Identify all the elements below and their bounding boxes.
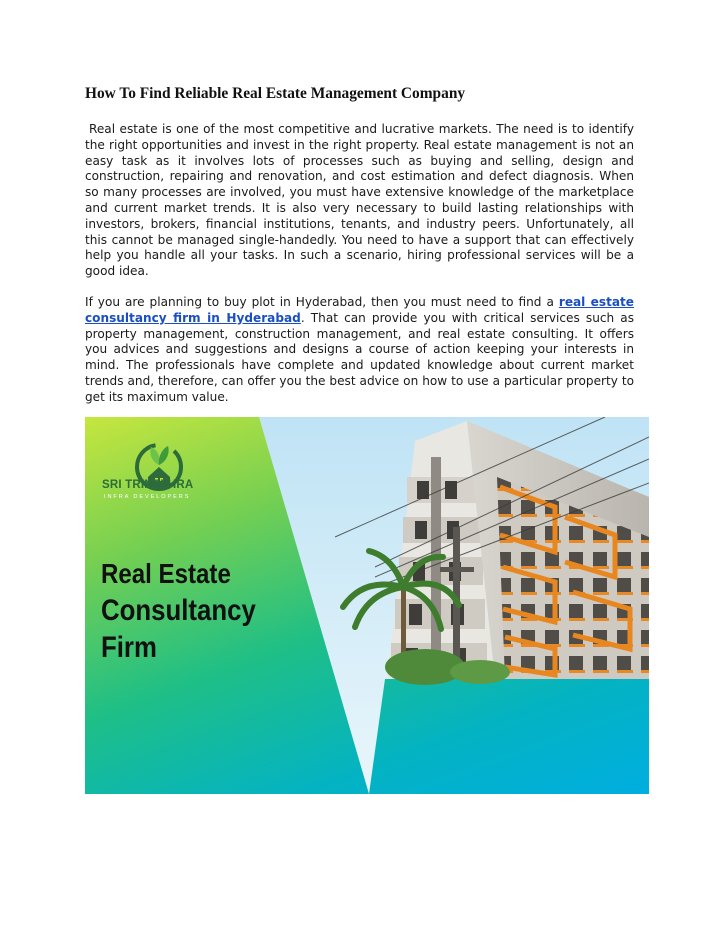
headline-line-2: Consultancy — [101, 594, 256, 627]
headline-line-1: Real Estate — [101, 558, 231, 589]
article-paragraph-2 — [85, 295, 634, 406]
consultancy-firm-link[interactable]: real estate consultancy firm in Hyderabad — [85, 295, 635, 325]
logo-company-name: SRI TRINETHRA — [102, 479, 194, 491]
article-paragraph-1: Real estate is one of the most competitive and lucrative markets. The need is to identify the right opportunities and invest in the right property. Real estate management is not an easy task as it involves lots of processes such as buying and selling, design and construction, repairing and renovation, and cost estimation and defect diagnosis. When so many processes are involved, you must have extensive knowledge of the marketplace and current market trends. It is also very necessary to build lasting relationships with investors, brokers, financial institutions, tenants, and industry peers. Unfortunately, all this cannot be managed single-handedly. You need to have a support that can effectively help you handle all your tasks. In such a scenario, hiring professional services will be a good idea. — [85, 122, 634, 279]
logo-company-subtitle: INFRA DEVELOPERS — [104, 494, 191, 500]
logo-leaf-icon — [150, 447, 159, 465]
banner-headline — [101, 555, 256, 666]
headline-line-3: Firm — [101, 631, 157, 664]
article-title: How To Find Reliable Real Estate Management Company — [85, 85, 466, 102]
paragraph-2-text-before: If you are planning to buy plot in Hyderabad, then you must need to find a — [85, 295, 559, 309]
paragraph-2-text-after: . That can provide you with critical services such as property management, construction management, and real estate consulting. It offers you advices and suggestions and designs a course of action keeping your interests in mind. The professionals have complete and updated knowledge about current market trends and, therefore, can offer you the best advice on how to use a particular property to get its maximum value. — [85, 310, 634, 404]
sri-trinethra-logo — [99, 431, 217, 523]
promo-banner-image — [85, 417, 649, 794]
